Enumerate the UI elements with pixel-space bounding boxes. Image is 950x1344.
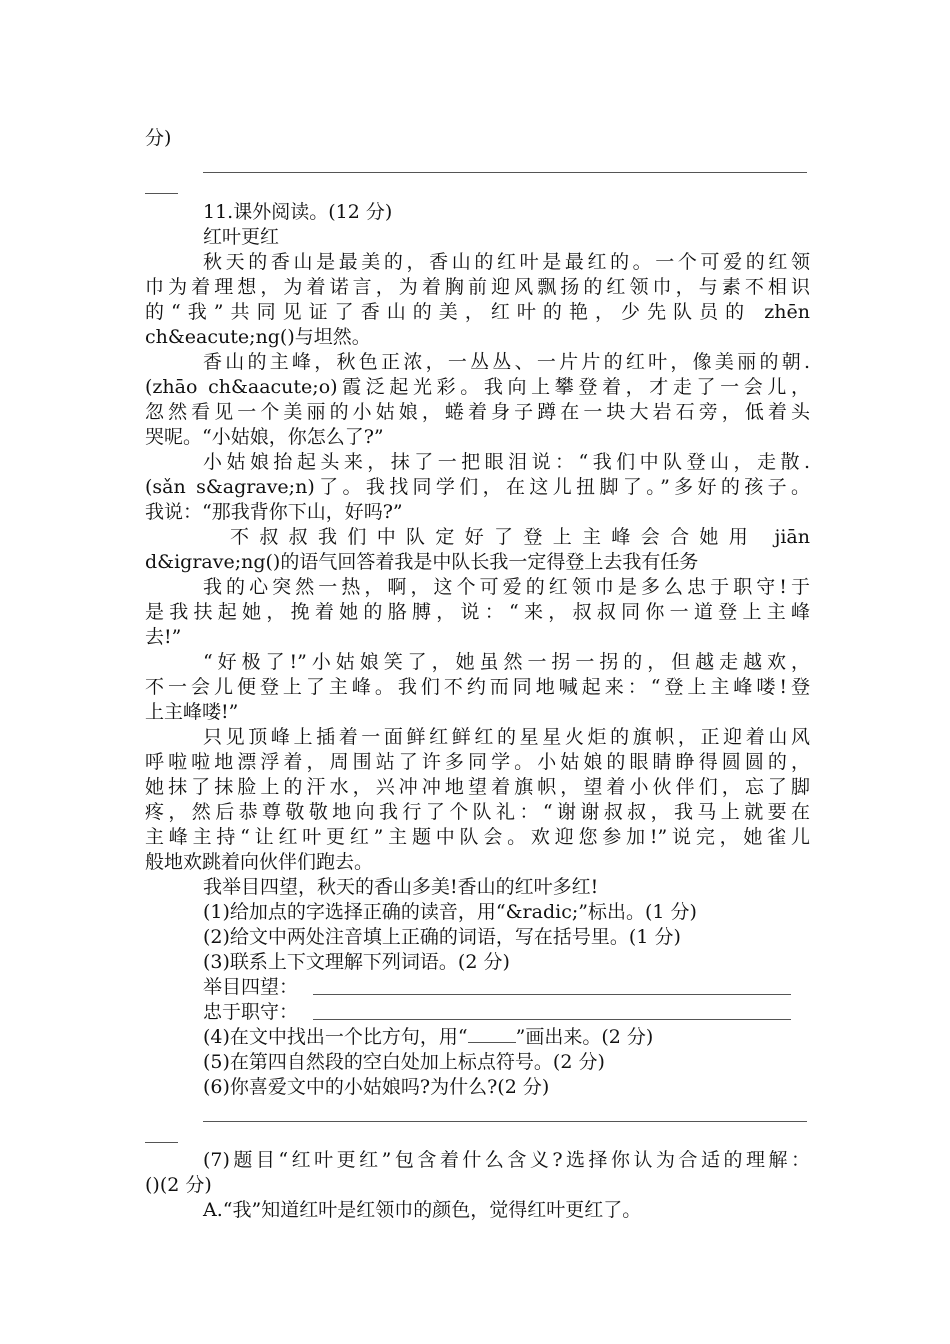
text-line: 香山的主峰，秋色正浓，一丛丛、一片片的红叶，像美丽的朝. [203, 351, 810, 373]
text-line: 我的心突然一热，啊，这个可爱的红领巾是多么忠于职守!于 [203, 576, 810, 598]
text-line: 疼，然后恭尊敬敬地向我行了个队礼：“谢谢叔叔，我马上就要在 [145, 801, 810, 823]
term-label: 忠于职守： [203, 1001, 299, 1023]
text-line: 呼啦啦地漂浮着，周围站了许多同学。小姑娘的眼睛睁得圆圆的， [145, 751, 810, 773]
answer-line-tail [145, 1142, 178, 1143]
text-line: 巾为着理想，为着诺言，为着胸前迎风飘扬的红领巾，与素不相识 [145, 276, 810, 298]
underline-sample [468, 1026, 516, 1043]
text-line: 小姑娘抬起头来，抹了一把眼泪说：“我们中队登山，走散. [203, 451, 810, 473]
text-line: (zhāo ch&aacute;o)霞泛起光彩。我向上攀登着，才走了一会儿， [145, 376, 810, 398]
text-line: 不叔叔我们中队定好了登上主峰会合她用 jiān [230, 526, 810, 548]
text-line: 忽然看见一个美丽的小姑娘，蜷着身子蹲在一块大岩石旁，低着头 [145, 401, 810, 423]
question-item: (1)给加点的字选择正确的读音，用“&radic;”标出。(1 分) [203, 901, 697, 923]
question-item: (6)你喜爱文中的小姑娘吗?为什么?(2 分) [203, 1076, 550, 1098]
text-line: 哭呢。“小姑娘，你怎么了?” [145, 426, 384, 448]
question-item: (3)联系上下文理解下列词语。(2 分) [203, 951, 510, 973]
text-line: 秋天的香山是最美的，香山的红叶是最红的。一个可爱的红领 [203, 251, 810, 273]
text-line: 只见顶峰上插着一面鲜红鲜红的星星火炬的旗帜，正迎着山风 [203, 726, 810, 748]
text-line: ch&eacute;ng()与坦然。 [145, 326, 371, 348]
question-item: (5)在第四自然段的空白处加上标点符号。(2 分) [203, 1051, 605, 1073]
text-line: 上主峰喽!” [145, 701, 239, 723]
question-text: (4)在文中找出一个比方句，用“ [203, 1026, 468, 1048]
answer-option: A.“我”知道红叶是红领巾的颜色，觉得红叶更红了。 [203, 1199, 642, 1221]
text-line: d&igrave;ng()的语气回答着我是中队长我一定得登上去我有任务 [145, 551, 699, 573]
question-item: (2)给文中两处注音填上正确的词语，写在括号里。(1 分) [203, 926, 681, 948]
text-line: 般地欢跳着向伙伴们跑去。 [145, 851, 374, 873]
text-line: 我举目四望，秋天的香山多美!香山的红叶多红! [203, 876, 599, 898]
question-item: ()(2 分) [145, 1174, 212, 1196]
text-line: 是我扶起她，挽着她的胳膊，说：“来，叔叔同你一道登上主峰 [145, 601, 810, 623]
question-item [203, 1025, 810, 1050]
text-line: 她抹了抹脸上的汗水，兴冲冲地望着旗帜，望着小伙伴们，忘了脚 [145, 776, 810, 798]
text-line: 我说：“那我背你下山，好吗?” [145, 501, 403, 523]
answer-line [203, 172, 807, 173]
text-line: (sǎn s&agrave;n)了。我找同学们，在这儿扭脚了。”多好的孩子。 [145, 476, 810, 498]
text-line: 的“我”共同见证了香山的美，红叶的艳，少先队员的 zhēn [145, 301, 810, 323]
text-line: 分) [145, 127, 172, 149]
text-line: 不一会儿便登上了主峰。我们不约而同地喊起来：“登上主峰喽!登 [145, 676, 810, 698]
question-text: ”画出来。(2 分) [515, 1026, 654, 1048]
text-line: 去!” [145, 626, 182, 648]
answer-line [203, 1121, 807, 1122]
answer-line-tail [145, 193, 178, 194]
answer-line [313, 994, 791, 995]
term-label: 举目四望： [203, 976, 299, 998]
text-line: 主峰主持“让红叶更红”主题中队会。欢迎您参加!”说完，她雀儿 [145, 826, 810, 848]
question-heading: 11.课外阅读。(12 分) [203, 201, 393, 223]
answer-line [313, 1019, 791, 1020]
text-line: “好极了!”小姑娘笑了，她虽然一拐一拐的，但越走越欢， [203, 651, 810, 673]
passage-title: 红叶更红 [203, 226, 280, 248]
question-item: (7)题目“红叶更红”包含着什么含义?选择你认为合适的理解： [203, 1149, 810, 1171]
